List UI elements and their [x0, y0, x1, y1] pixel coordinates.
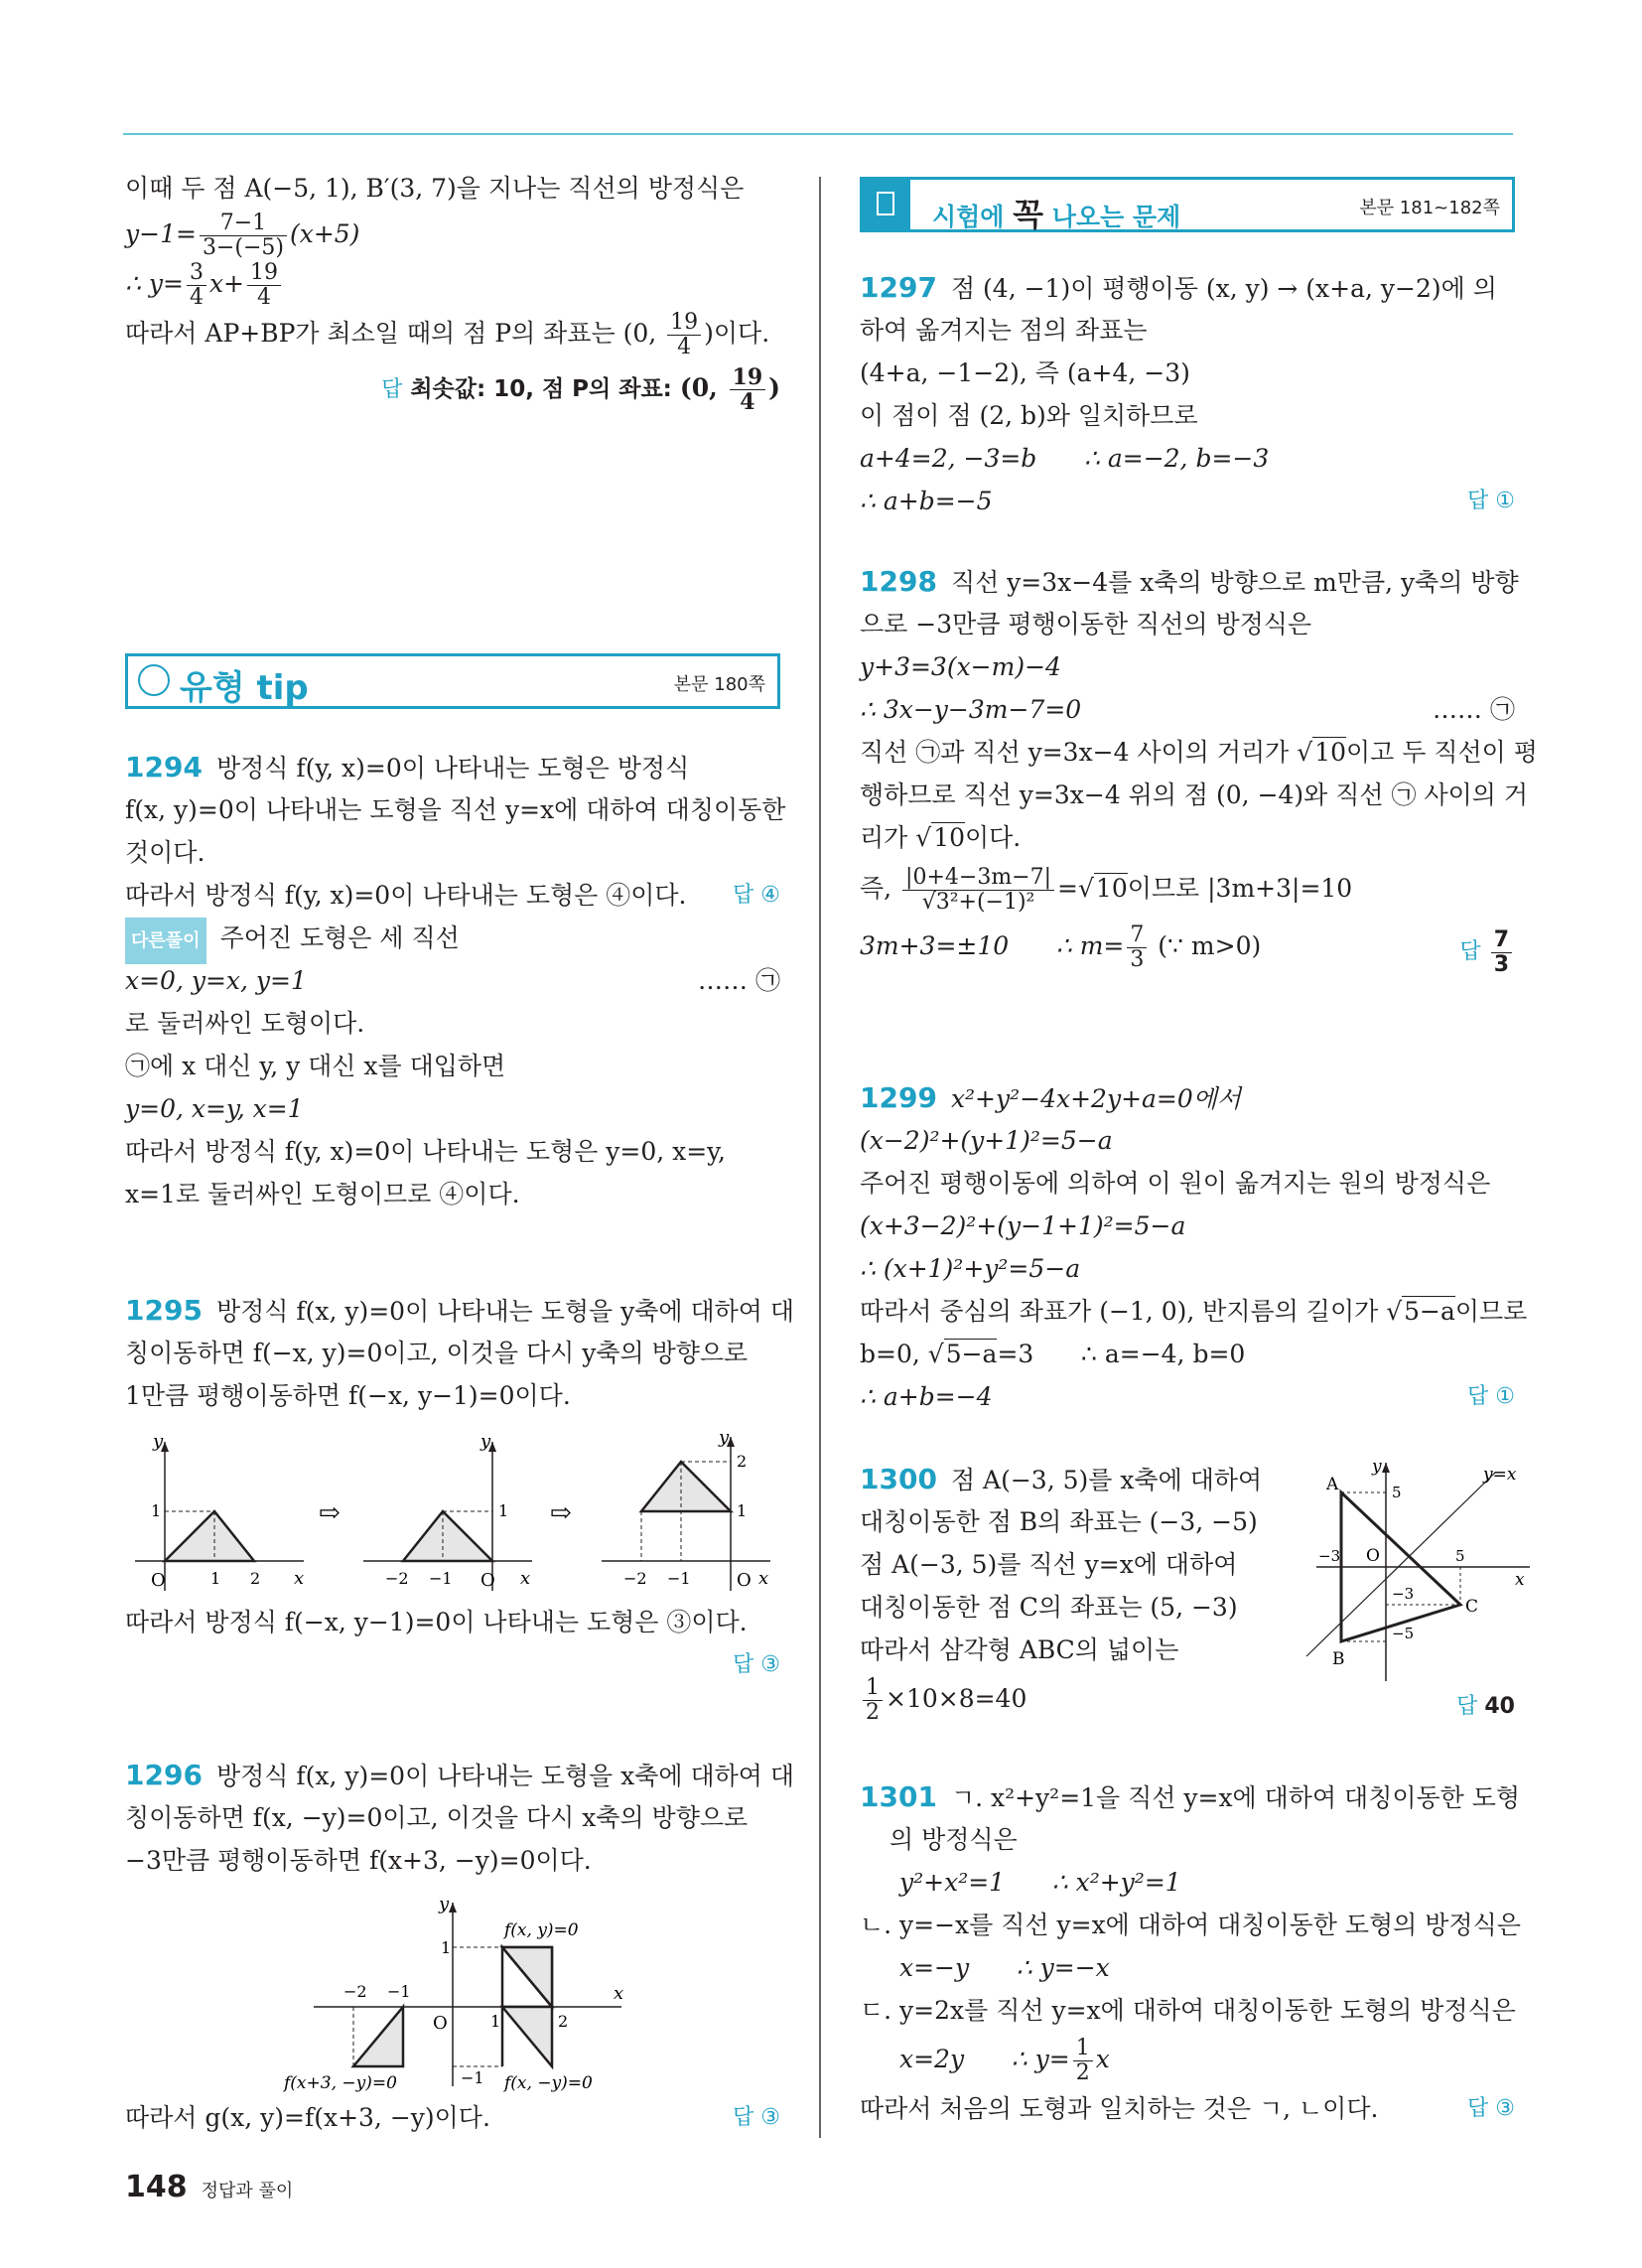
text-line: 따라서 AP+BP가 최소일 때의 점 P의 좌표는 (0, $\frac{19}{4}$ )이다.: [125, 310, 770, 359]
problem-1296: 1296 방정식 f(x, y)=0이 나타내는 도형을 x축에 대하여 대 칭이동하면 f(x, −y)=0이고, 이것을 다시 x축의 방향으로 −3만큼 평행이동하면 f(x+3, −y)=0이다. y x O 1 −1 1 2 −2 −1 f(x, y)=0 f(x, −y)=0 f(x+3, −y)=0 따라서 g(x, y)=f(x+3, −y)이다. 답 ③: [125, 1759, 794, 2132]
svg-text:y: y: [1372, 1458, 1382, 1477]
svg-text:2: 2: [558, 2012, 569, 2031]
arrow-icon: ⇨: [550, 1498, 572, 1528]
svg-text:−1: −1: [387, 1982, 411, 2001]
svg-text:x: x: [758, 1568, 769, 1589]
svg-text:y=x: y=x: [1483, 1465, 1517, 1485]
intro-block: [125, 167, 780, 418]
svg-text:5: 5: [1455, 1547, 1465, 1565]
svg-text:y: y: [719, 1427, 730, 1448]
svg-text:O: O: [737, 1570, 752, 1591]
problem-1297: 1297 점 (4, −1)이 평행이동 (x, y) → (x+a, y−2)에 의 하여 옮겨지는 점의 좌표는 (4+a, −1−2), 즉 (a+4, −3) 이 점이 점 (2, b)와 일치하므로 a+4=2, −3=b ∴ a=−2, b=−3 ∴ a+b=−5 답 ①: [860, 271, 1515, 515]
svg-text:x: x: [294, 1568, 305, 1589]
svg-text:5: 5: [1392, 1484, 1402, 1501]
problem-1299: 1299 x²+y²−4x+2y+a=0에서 (x−2)²+(y+1)²=5−a 주어진 평행이동에 의하여 이 원이 옮겨지는 원의 방정식은 (x+3−2)²+(y−1+1)²=5−a ∴ (x+1)²+y²=5−a 따라서 중심의 좌표가 (−1, 0), 반지름의 길이가 √5−a이므로 b=0, √5−a=3 ∴ a=−4, b=0 ∴ a+b=−4 답 ①: [860, 1081, 1528, 1411]
svg-text:1: 1: [441, 1938, 452, 1957]
svg-text:A: A: [1326, 1475, 1339, 1494]
footer-label: 정답과 풀이: [201, 2181, 294, 2201]
svg-text:1: 1: [490, 2012, 501, 2031]
graph-1296: [125, 1888, 780, 2096]
svg-text:y: y: [439, 1894, 450, 1914]
graphs-1295: [125, 1427, 780, 1601]
svg-text:1: 1: [737, 1501, 748, 1520]
equation-line: y−1= $\frac{7-1}{3-(-5)}$ (x+5): [125, 211, 360, 260]
svg-text:−3: −3: [1318, 1547, 1341, 1565]
svg-text:y: y: [480, 1431, 491, 1452]
svg-text:2: 2: [737, 1452, 748, 1471]
svg-text:x: x: [614, 1983, 624, 2004]
problem-1298: 1298 직선 y=3x−4를 x축의 방향으로 m만큼, y축의 방향 으로 −3만큼 평행이동한 직선의 방정식은 y+3=3(x−m)−4 ∴ 3x−y−3m−7=0 …… ㉠ 직선 ㉠과 직선 y=3x−4 사이의 거리가 √10이고 두 직선이 평 행하므로 직선 y=3x−4 위의 점 (0, −4)와 직선 ㉠ 사이의 거 리가 √10이다. 즉, $\frac{|0+4-3m-7|}{\text{√3²+(−1)²}}$ =√10이므로 |3m+3|=10 3m+3=±10 ∴ m= $\frac{7}{3}$ (∵ m>0) 답 $\frac{7}{3}$: [860, 565, 1538, 977]
graph-1300: [1297, 1458, 1535, 1686]
arrow-icon: ⇨: [319, 1498, 341, 1528]
svg-text:C: C: [1465, 1597, 1479, 1617]
equation-line: ∴ y= $\frac{3}{4}$ x+ $\frac{19}{4}$: [125, 259, 780, 309]
svg-text:B: B: [1332, 1649, 1345, 1669]
svg-text:x: x: [520, 1568, 531, 1589]
svg-text:f(x+3, −y)=0: f(x+3, −y)=0: [284, 2073, 397, 2093]
graph-3: [602, 1427, 770, 1591]
svg-text:O: O: [480, 1570, 495, 1591]
svg-text:O: O: [1366, 1546, 1380, 1566]
problem-1295: 1295 방정식 f(x, y)=0이 나타내는 도형을 y축에 대하여 대 칭이동하면 f(−x, y)=0이고, 이것을 다시 y축의 방향으로 1만큼 평행이동하면 f(−x, y−1)=0이다. y x O 1 1 2 ⇨ y x O 1 −2 −1 ⇨ y x O 2 1 −2 −1 따라서 방정식 f(−x, y−1)=0이 나타내는 도형은 ③이다. 답 ③: [125, 1294, 795, 1677]
graph-2: [363, 1431, 532, 1591]
book-icon: [138, 664, 170, 696]
svg-text:−1: −1: [429, 1569, 453, 1588]
answer-line: 답 최솟값: 10, 점 P의 좌표: (0, $\frac{19}{4}$ ): [381, 364, 780, 415]
svg-text:−1: −1: [667, 1569, 691, 1588]
problem-1301: 1301 ㄱ. x²+y²=1을 직선 y=x에 대하여 대칭이동한 도형 의 방정식은 y²+x²=1 ∴ x²+y²=1 ㄴ. y=−x를 직선 y=x에 대하여 대칭이동한 도형의 방정식은 x=−y ∴ y=−x ㄷ. y=2x를 직선 y=x에 대하여 대칭이동한 도형의 방정식은 x=2y ∴ y= $\frac{1}{2}$ x 따라서 처음의 도형과 일치하는 것은 ㄱ, ㄴ이다. 답 ③: [860, 1780, 1521, 2123]
graph-1: [135, 1431, 304, 1591]
svg-text:−1: −1: [461, 2068, 484, 2087]
svg-text:−5: −5: [1392, 1625, 1415, 1642]
svg-text:−3: −3: [1392, 1585, 1415, 1603]
problem-1300: 1300 점 A(−3, 5)를 x축에 대하여 대칭이동한 점 B의 좌표는 (−3, −5) 점 A(−3, 5)를 직선 y=x에 대하여 대칭이동한 점 C의 좌표는 (5, −3) 따라서 삼각형 ABC의 넓이는 $\frac{1}{2}$ ×10×8=40 답 40 y x y=x O A B C 5 −3 5 −3 −5: [860, 1458, 1515, 1727]
page-number: 148: [125, 2170, 188, 2204]
svg-text:f(x, y)=0: f(x, y)=0: [504, 1920, 579, 1940]
svg-text:−2: −2: [343, 1982, 367, 2001]
top-rule: [123, 133, 1513, 135]
fraction: $\frac{7-1}{3-(-5)}$: [200, 212, 287, 260]
svg-text:1: 1: [151, 1501, 162, 1520]
section-header-tip: 유형 tip 본문 180쪽: [125, 653, 780, 709]
text-line: 이때 두 점 A(−5, 1), B′(3, 7)을 지나는 직선의 방정식은: [125, 174, 745, 203]
document-icon: [863, 180, 910, 229]
section-header-exam: 시험에 꼭 나오는 문제 본문 181~182쪽: [860, 177, 1515, 232]
svg-text:1: 1: [210, 1569, 221, 1588]
svg-text:−2: −2: [623, 1569, 647, 1588]
page-footer: [125, 2170, 293, 2204]
svg-text:f(x, −y)=0: f(x, −y)=0: [504, 2073, 593, 2093]
svg-text:y: y: [153, 1431, 164, 1452]
problem-1294: 1294 방정식 f(y, x)=0이 나타내는 도형은 방정식 f(x, y)=0이 나타내는 도형을 직선 y=x에 대하여 대칭이동한 것이다. 따라서 방정식 f(y, x)=0이 나타내는 도형은 ④이다. 답 ④ 다른풀이 주어진 도형은 세 직선 x=0, y=x, y=1 …… ㉠ 로 둘러싸인 도형이다. ㉠에 x 대신 y, y 대신 x를 대입하면 y=0, x=y, x=1 따라서 방정식 f(y, x)=0이 나타내는 도형은 y=0, x=y, x=1로 둘러싸인 도형이므로 ④이다.: [125, 751, 786, 1208]
svg-text:O: O: [433, 2013, 448, 2034]
svg-text:x: x: [1515, 1570, 1525, 1590]
svg-text:2: 2: [250, 1569, 261, 1588]
column-divider: [819, 177, 821, 2138]
svg-text:1: 1: [498, 1501, 509, 1520]
svg-text:O: O: [151, 1570, 166, 1591]
svg-text:−2: −2: [385, 1569, 409, 1588]
